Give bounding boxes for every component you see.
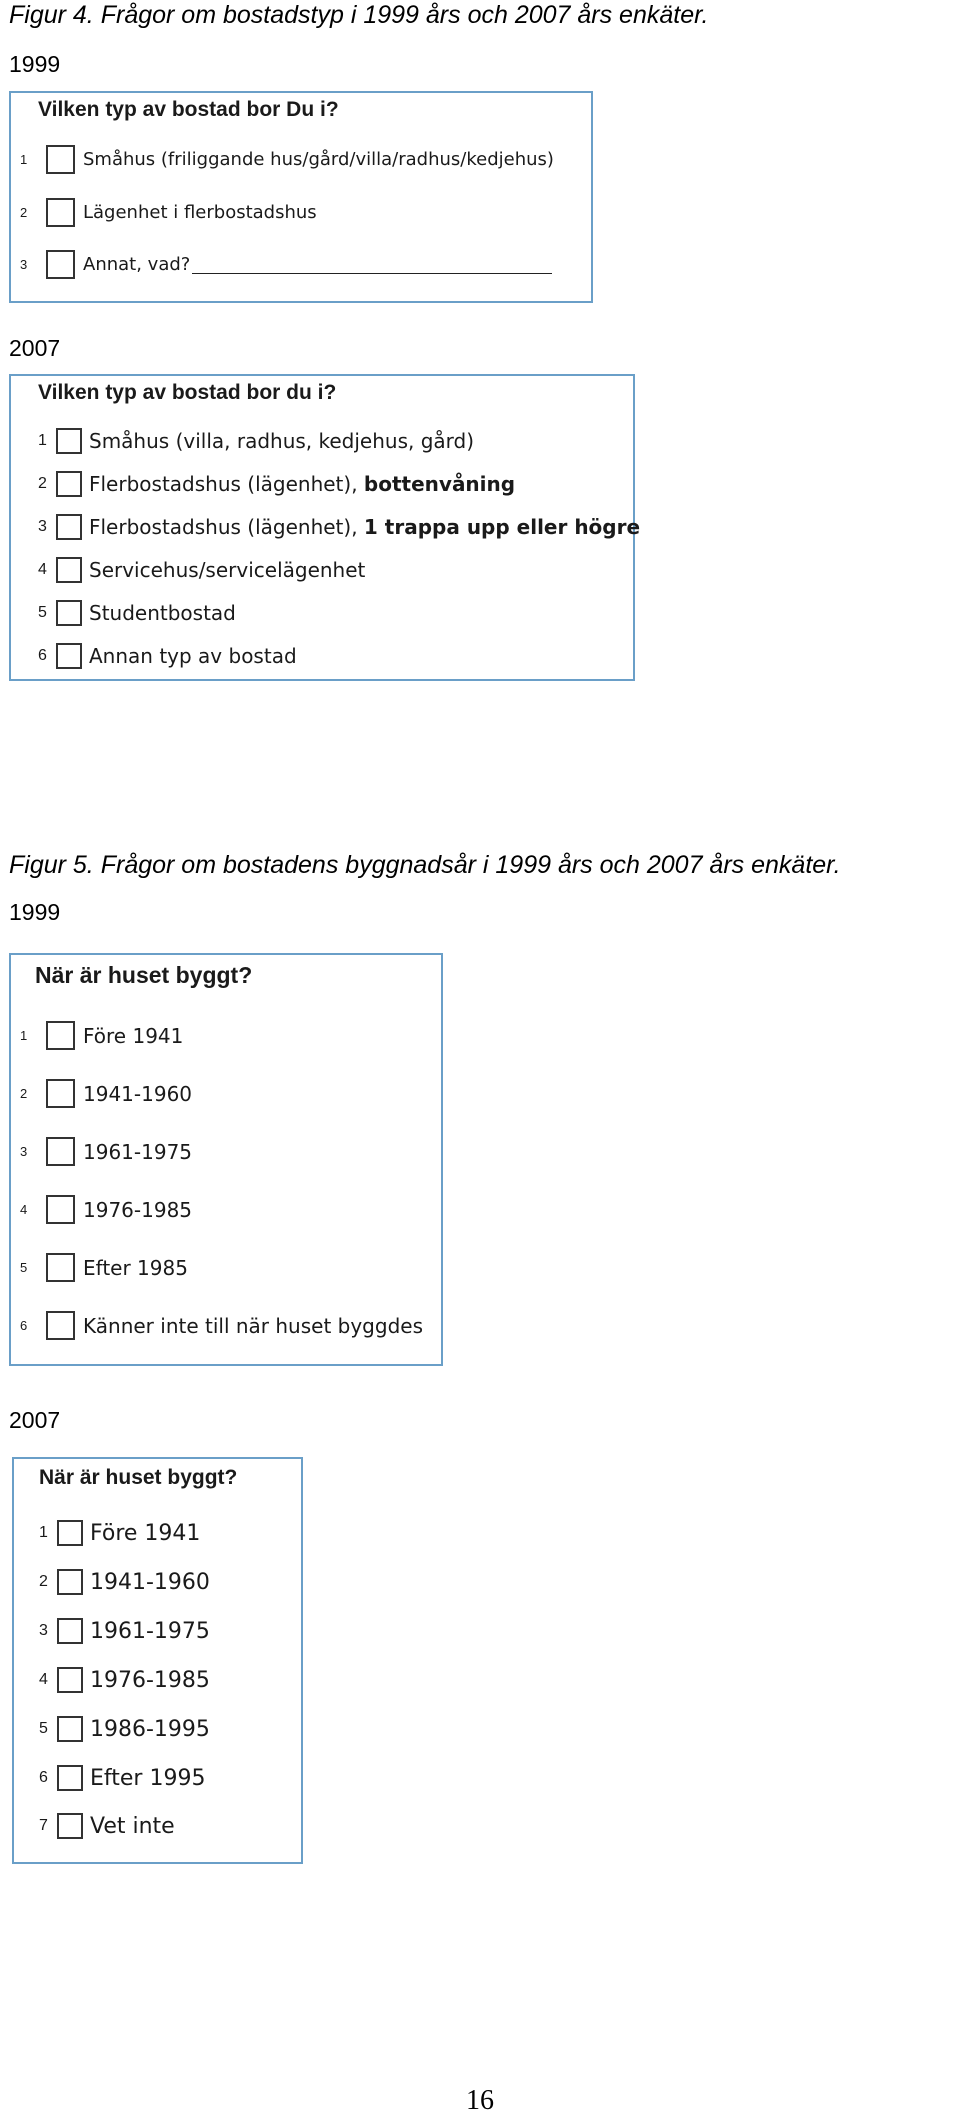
figure-5-caption xyxy=(9,850,841,880)
checkbox[interactable] xyxy=(46,1311,75,1340)
option-row xyxy=(38,471,515,497)
option-row xyxy=(39,1716,210,1742)
checkbox[interactable] xyxy=(57,1618,83,1644)
option-label: Studentbostad xyxy=(89,601,236,625)
option-label: Före 1941 xyxy=(90,1520,201,1546)
checkbox[interactable] xyxy=(46,1137,75,1166)
option-label: 1961-1975 xyxy=(83,1139,193,1164)
figure-5-year-1999: 1999 xyxy=(9,899,61,925)
checkbox[interactable] xyxy=(46,1021,75,1050)
checkbox[interactable] xyxy=(57,1667,83,1693)
option-number: 3 xyxy=(38,518,47,535)
figure-4-year-1999: 1999 xyxy=(9,51,61,77)
option-row xyxy=(20,1137,192,1166)
checkbox[interactable] xyxy=(56,557,82,583)
checkbox[interactable] xyxy=(57,1569,83,1595)
option-row xyxy=(20,1079,192,1108)
checkbox[interactable] xyxy=(46,1195,75,1224)
option-number: 3 xyxy=(20,1144,28,1159)
figure-5-title: Frågor om bostadens byggnadsår i 1999 års och 2007 års enkäter. xyxy=(100,851,841,879)
option-row xyxy=(38,514,640,540)
option-number: 4 xyxy=(20,1202,28,1217)
checkbox[interactable] xyxy=(56,428,82,454)
option-label: Efter 1995 xyxy=(90,1765,206,1791)
option-row xyxy=(20,1195,192,1224)
figure-5-year-2007: 2007 xyxy=(9,1407,61,1433)
option-row xyxy=(39,1667,210,1693)
option-number: 2 xyxy=(38,475,47,492)
option-label: Småhus (villa, radhus, kedjehus, gård) xyxy=(89,429,475,453)
option-number: 7 xyxy=(39,1817,48,1834)
option-number: 3 xyxy=(20,257,28,272)
option-label: 1941-1960 xyxy=(90,1569,210,1595)
option-number: 5 xyxy=(39,1720,48,1737)
figure-4-title: Frågor om bostadstyp i 1999 års och 2007 års enkäter. xyxy=(100,1,709,29)
option-number: 1 xyxy=(39,1524,48,1541)
housing-type-form-1999 xyxy=(9,91,593,303)
checkbox[interactable] xyxy=(57,1520,83,1546)
question-heading: När är huset byggt? xyxy=(35,962,253,988)
option-label: 1961-1975 xyxy=(90,1618,210,1644)
option-row xyxy=(20,198,317,227)
build-year-form-2007 xyxy=(12,1457,303,1864)
page-number: 16 xyxy=(466,2085,494,2116)
option-row xyxy=(38,428,474,454)
option-number: 1 xyxy=(38,432,47,449)
option-row xyxy=(38,600,236,626)
option-label: Annan typ av bostad xyxy=(89,644,297,668)
option-row xyxy=(20,1253,188,1282)
checkbox[interactable] xyxy=(57,1716,83,1742)
checkbox[interactable] xyxy=(56,471,82,497)
option-row xyxy=(39,1520,200,1546)
option-label: 1941-1960 xyxy=(83,1081,193,1106)
option-number: 5 xyxy=(20,1260,28,1275)
option-label: Före 1941 xyxy=(83,1023,184,1048)
checkbox[interactable] xyxy=(46,1253,75,1282)
option-row xyxy=(20,1311,423,1340)
option-label: 1976-1985 xyxy=(83,1197,193,1222)
option-number: 1 xyxy=(20,152,28,167)
question-heading: Vilken typ av bostad bor Du i? xyxy=(38,98,339,121)
figure-4-label: Figur 4. xyxy=(9,1,94,29)
option-number: 6 xyxy=(39,1769,48,1786)
option-row xyxy=(39,1618,210,1644)
checkbox[interactable] xyxy=(57,1765,83,1791)
option-label: Vet inte xyxy=(90,1813,175,1839)
checkbox[interactable] xyxy=(46,198,75,227)
option-label: Flerbostadshus (lägenhet), bottenvåning xyxy=(89,472,516,496)
option-label: 1986-1995 xyxy=(90,1716,210,1742)
option-row xyxy=(39,1813,175,1839)
option-label: Känner inte till när huset byggdes xyxy=(83,1313,423,1338)
housing-type-form-2007 xyxy=(9,374,641,681)
checkbox[interactable] xyxy=(46,145,75,174)
checkbox[interactable] xyxy=(46,1079,75,1108)
option-row xyxy=(39,1569,210,1595)
option-number: 2 xyxy=(20,1086,28,1101)
figure-4-caption xyxy=(9,0,708,30)
checkbox[interactable] xyxy=(56,514,82,540)
option-row xyxy=(39,1765,205,1791)
checkbox[interactable] xyxy=(57,1813,83,1839)
option-number: 1 xyxy=(20,1028,28,1043)
option-row xyxy=(20,250,552,279)
option-number: 2 xyxy=(20,205,28,220)
checkbox[interactable] xyxy=(56,600,82,626)
option-number: 4 xyxy=(38,561,47,578)
checkbox[interactable] xyxy=(46,250,75,279)
option-label: Flerbostadshus (lägenhet), 1 trappa upp eller högre xyxy=(89,515,641,539)
option-number: 6 xyxy=(38,647,47,664)
option-row xyxy=(20,1021,183,1050)
build-year-form-1999 xyxy=(9,953,443,1366)
option-label: Servicehus/servicelägenhet xyxy=(89,558,366,582)
option-row xyxy=(38,557,365,583)
checkbox[interactable] xyxy=(56,643,82,669)
figure-4-year-2007: 2007 xyxy=(9,335,61,361)
option-row xyxy=(38,643,297,669)
option-row xyxy=(20,145,554,174)
question-heading: Vilken typ av bostad bor du i? xyxy=(38,381,337,404)
option-label: 1976-1985 xyxy=(90,1667,210,1693)
option-number: 3 xyxy=(39,1622,48,1639)
option-number: 4 xyxy=(39,1671,48,1688)
option-label: Småhus (friliggande hus/gård/villa/radhus/kedjehus) xyxy=(83,149,554,170)
option-label: Efter 1985 xyxy=(83,1255,188,1280)
question-heading: När är huset byggt? xyxy=(39,1466,238,1489)
write-in-line[interactable] xyxy=(192,255,552,274)
option-number: 2 xyxy=(39,1573,48,1590)
option-number: 6 xyxy=(20,1318,28,1333)
option-label: Annat, vad? xyxy=(83,254,191,275)
figure-5-label: Figur 5. xyxy=(9,851,94,879)
option-number: 5 xyxy=(38,604,47,621)
option-label: Lägenhet i flerbostadshus xyxy=(83,202,317,223)
